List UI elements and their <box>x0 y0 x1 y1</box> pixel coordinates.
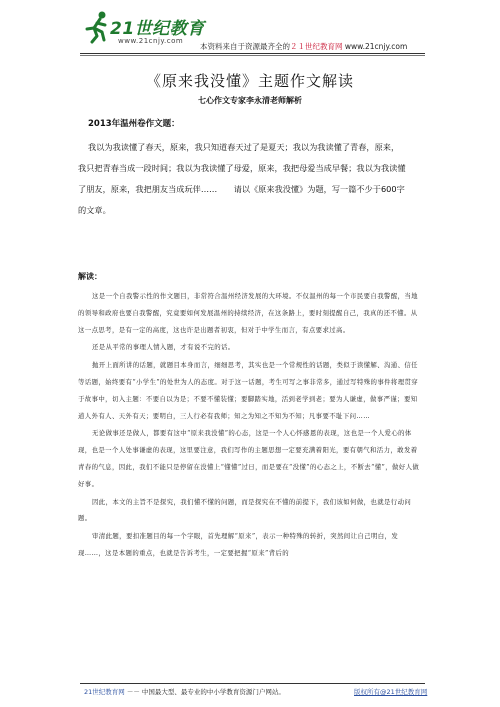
analysis-heading: 解读： <box>78 272 102 281</box>
document-title: 《原来我没懂》主题作文解读 <box>145 72 354 90</box>
header-note-suffix[interactable]: www.21cnjy.com <box>342 42 408 51</box>
prompt-line: 我只把青春当成一段时间；我以为我读懂了母爱，原来，我把母爱当成早餐；我以为我读懂 <box>78 163 406 173</box>
footer-tagline-text: －－ 中国最大型、最专业的中小学教育资源门户网站。 <box>124 688 285 696</box>
analysis-paragraph: 无论做事还是做人，都要有这中“原来我没懂”的心态，这是一个人心怀感恩的表现，这也是一个人爱心的体现，也是一个人处事谦虚的表现，这里要注意，我们写作的主题思想一定要充满着阳光，要有朝气和活力，敢发着青春的气息，因此，我们不能只是停留在没懂上“懂懂”过日，而是要在“没懂”的心态之上，不断去“懂”，做好人做好事。 <box>78 429 420 488</box>
page-footer <box>0 683 500 707</box>
logo-text: 21世纪教育 <box>110 19 205 39</box>
header-note-prefix: 本资料来自于资源最齐全的 <box>200 42 290 51</box>
essay-prompt <box>78 137 423 221</box>
footer-brand-link[interactable]: 21世纪教育网 <box>84 688 125 696</box>
header-note-site[interactable]: ２１世纪教育网 <box>290 42 343 51</box>
header-source-note <box>200 41 407 52</box>
prompt-line: 了朋友，原来，我把朋友当成玩伴…… 请以《原来我没懂》为题，写一篇不少于600字 <box>78 184 405 194</box>
footer-tagline <box>84 687 285 696</box>
document-subtitle: 七心作文专家李永清老师解析 <box>198 95 302 105</box>
analysis-paragraph: 还是从平常的事理人情入题，才有说不完的话。 <box>92 343 235 352</box>
header-divider <box>80 53 425 54</box>
footer-divider <box>80 683 425 684</box>
analysis-paragraph: 因此，本文的主旨不是探究，我们懂不懂的问题，而是探究在不懂的前提下，我们该如何做，也就是行动问题。 <box>78 497 412 523</box>
runner-logo-icon <box>80 10 114 44</box>
site-logo[interactable] <box>80 10 205 48</box>
analysis-paragraph: 抛开上面所讲的话题，就题目本身而言，细细思考，其实也是一个常规性的话题，类似于读懂解、沟通、信任等话题，始终要有“小学生”的处世为人的态度。对于这一话题，考生可写之事非常多，通过写特殊的事件将理贯穿于故事中，切入主题：不要自以为是；不要不懂装懂；要脚踏实地，活到老学到老；要为人谦虚，做事严谨；要知道人外有人、天外有天；要明白，三人行必有我师；知之为知之不知为不知；凡事要不耻下问…… <box>78 361 419 420</box>
prompt-line: 的文章。 <box>78 205 111 215</box>
logo-url: www.21cnjy.com <box>118 37 184 45</box>
header-divider-thin <box>80 55 425 56</box>
exam-heading: 2013年温州卷作文题： <box>88 119 180 129</box>
footer-copyright-link[interactable]: 版权所有@21世纪教育网 <box>354 688 428 696</box>
analysis-body <box>78 288 423 563</box>
page-header <box>0 0 500 60</box>
analysis-paragraph: 这是一个自我警示性的作文题目，非常符合温州经济发展的大环境。不仅温州的每一个市民要自我警醒，当地的领导和政府也要自我警醒，究竟要如何发展温州的持续经济，在这条路上，要时刻提醒自己，我真的还不懂。从这一点思考，是有一定的高度，这也许是出题者初衷，但对于中学生而言，有点要求过高。 <box>78 292 418 334</box>
analysis-paragraph: 审清此题，要扣准题目的每一个字眼，首先理解“原来”，表示一种特殊的转折，突然间让自己明白，发现……，这是本题的重点，也就是告诉考生，一定要把握“原来”背后的 <box>78 532 399 557</box>
prompt-line: 我以为我读懂了春天，原来，我只知道春天过了是夏天；我以为我读懂了青春，原来， <box>88 142 400 152</box>
